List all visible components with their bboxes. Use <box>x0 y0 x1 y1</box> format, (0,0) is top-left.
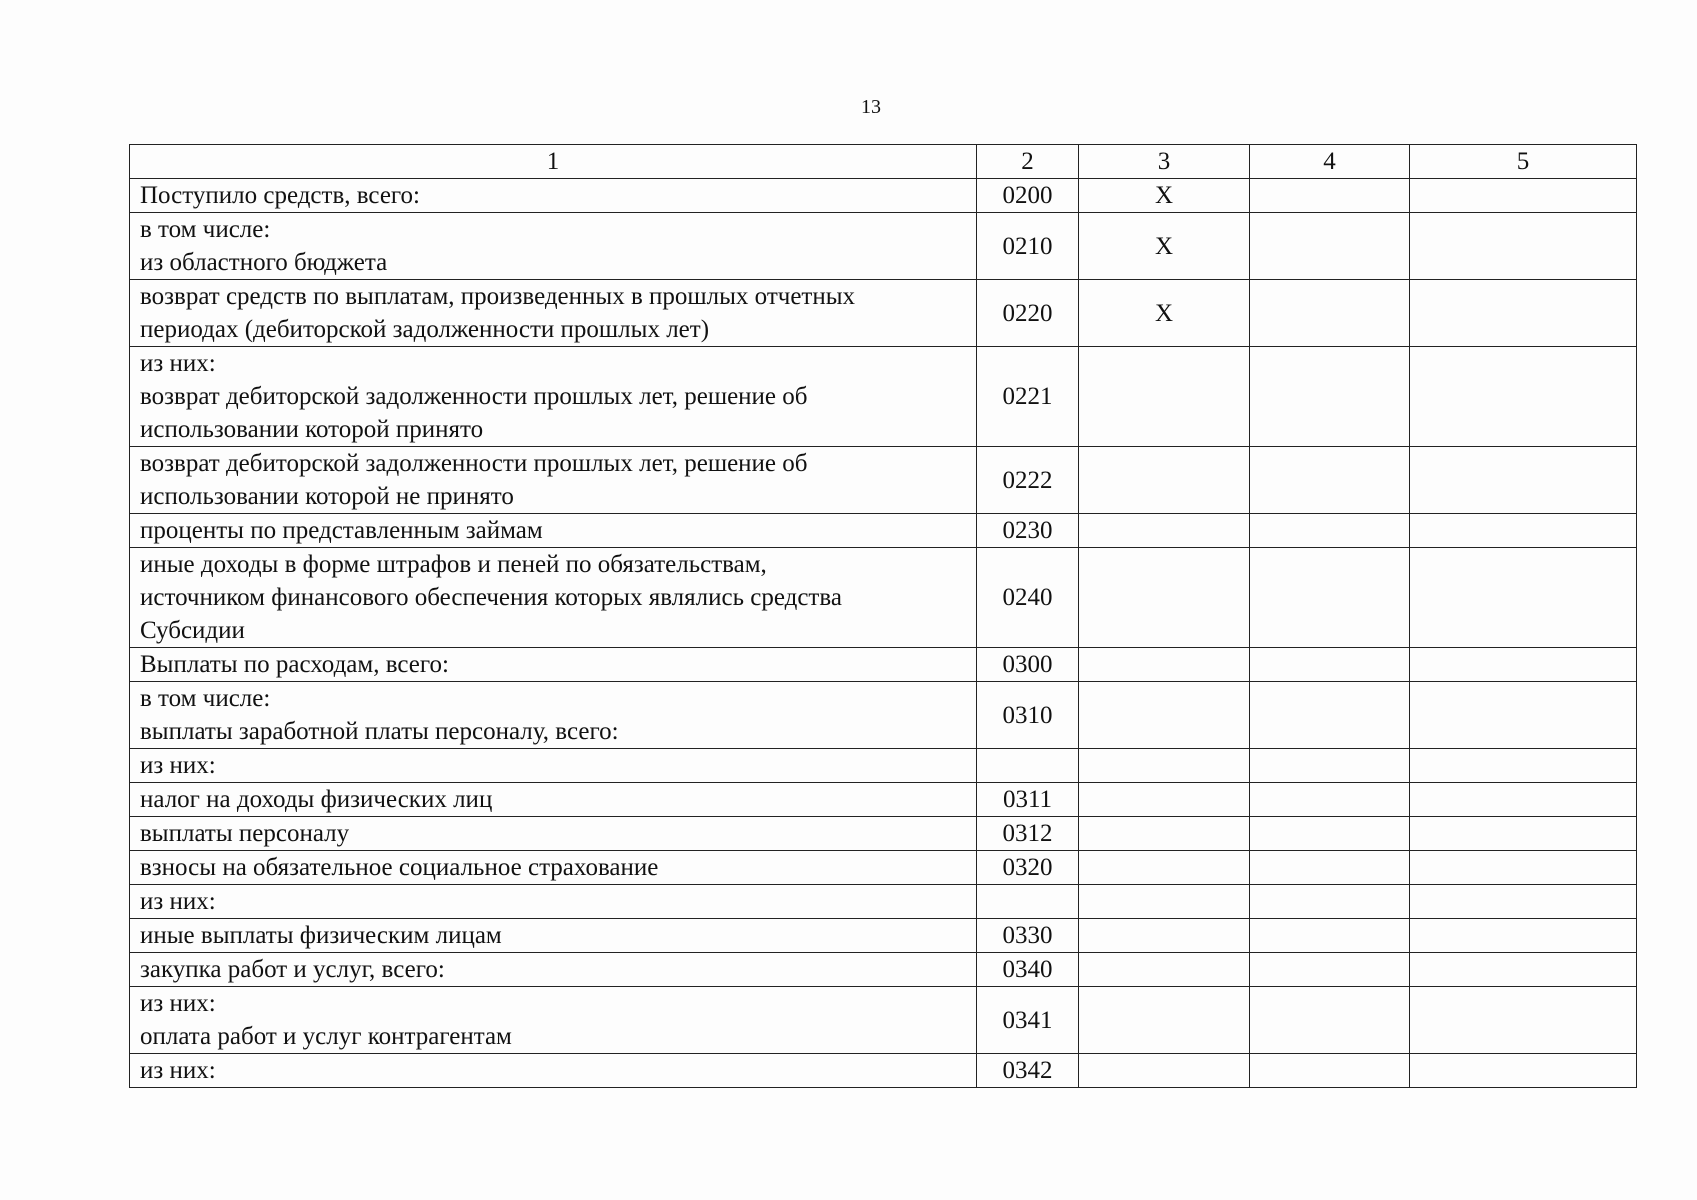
table-row <box>130 447 1637 514</box>
row-cell-col3[interactable]: X <box>1079 213 1250 280</box>
row-cell-col5[interactable] <box>1410 885 1637 919</box>
row-cell-col4[interactable] <box>1250 919 1410 953</box>
row-label-line: источником финансового обеспечения которых являлись средства <box>140 584 842 611</box>
row-label-line: использовании которой не принято <box>140 483 514 510</box>
table-row <box>130 514 1637 548</box>
row-code <box>977 885 1079 919</box>
row-code: 0210 <box>977 213 1079 280</box>
column-header: 2 <box>977 145 1079 179</box>
row-cell-col4[interactable] <box>1250 953 1410 987</box>
row-code: 0341 <box>977 987 1079 1054</box>
row-cell-col5[interactable] <box>1410 213 1637 280</box>
row-label-line: проценты по представленным займам <box>140 517 543 544</box>
report-table <box>129 144 1637 1088</box>
row-label-line: возврат дебиторской задолженности прошлых лет, решение об <box>140 450 808 477</box>
row-cell-col4[interactable] <box>1250 1054 1410 1088</box>
row-cell-col4[interactable] <box>1250 885 1410 919</box>
row-cell-col5[interactable] <box>1410 548 1637 648</box>
row-label <box>130 179 977 213</box>
row-code: 0330 <box>977 919 1079 953</box>
row-cell-col5[interactable] <box>1410 953 1637 987</box>
row-cell-col3[interactable] <box>1079 648 1250 682</box>
row-cell-col5[interactable] <box>1410 783 1637 817</box>
table-row <box>130 682 1637 749</box>
row-label-line: оплата работ и услуг контрагентам <box>140 1023 512 1050</box>
row-label <box>130 648 977 682</box>
table-row <box>130 548 1637 648</box>
row-code <box>977 749 1079 783</box>
row-cell-col4[interactable] <box>1250 817 1410 851</box>
row-cell-col5[interactable] <box>1410 817 1637 851</box>
row-code: 0342 <box>977 1054 1079 1088</box>
row-label-line: из областного бюджета <box>140 249 388 276</box>
row-cell-col4[interactable] <box>1250 682 1410 749</box>
row-cell-col4[interactable] <box>1250 213 1410 280</box>
row-label <box>130 817 977 851</box>
row-label-line: периодах (дебиторской задолженности прошлых лет) <box>140 316 710 343</box>
row-cell-col3[interactable] <box>1079 548 1250 648</box>
row-cell-col3[interactable] <box>1079 447 1250 514</box>
table-row <box>130 987 1637 1054</box>
row-cell-col3[interactable] <box>1079 851 1250 885</box>
row-label <box>130 851 977 885</box>
row-cell-col3[interactable] <box>1079 749 1250 783</box>
table-row <box>130 783 1637 817</box>
table-row <box>130 347 1637 447</box>
row-code: 0320 <box>977 851 1079 885</box>
row-code: 0300 <box>977 648 1079 682</box>
row-cell-col4[interactable] <box>1250 447 1410 514</box>
row-label-line: из них: <box>140 752 216 779</box>
row-label-line: выплаты персоналу <box>140 820 350 847</box>
row-label-line: из них: <box>140 990 216 1017</box>
row-label <box>130 213 977 280</box>
row-cell-col4[interactable] <box>1250 179 1410 213</box>
row-label-line: Выплаты по расходам, всего: <box>140 651 449 678</box>
row-label-line: закупка работ и услуг, всего: <box>140 956 445 983</box>
row-label-line: Поступило средств, всего: <box>140 182 420 209</box>
row-cell-col5[interactable] <box>1410 447 1637 514</box>
row-code: 0312 <box>977 817 1079 851</box>
row-cell-col5[interactable] <box>1410 987 1637 1054</box>
table-row <box>130 919 1637 953</box>
row-cell-col3[interactable]: X <box>1079 280 1250 347</box>
page-number: 13 <box>861 96 881 118</box>
row-label <box>130 783 977 817</box>
row-cell-col4[interactable] <box>1250 648 1410 682</box>
row-cell-col5[interactable] <box>1410 749 1637 783</box>
row-cell-col5[interactable] <box>1410 280 1637 347</box>
row-label <box>130 749 977 783</box>
row-label <box>130 953 977 987</box>
row-label-line: возврат средств по выплатам, произведенных в прошлых отчетных <box>140 283 856 310</box>
column-header: 1 <box>130 145 977 179</box>
row-label-line: из них: <box>140 888 216 915</box>
row-label <box>130 447 977 514</box>
table-row <box>130 280 1637 347</box>
row-label-line: взносы на обязательное социальное страхование <box>140 854 659 881</box>
row-cell-col5[interactable] <box>1410 514 1637 548</box>
row-code: 0221 <box>977 347 1079 447</box>
table-row <box>130 885 1637 919</box>
table-row <box>130 1054 1637 1088</box>
table-row <box>130 817 1637 851</box>
row-cell-col3[interactable] <box>1079 514 1250 548</box>
row-cell-col5[interactable] <box>1410 179 1637 213</box>
row-code: 0240 <box>977 548 1079 648</box>
table-row <box>130 953 1637 987</box>
row-cell-col3[interactable] <box>1079 783 1250 817</box>
row-label <box>130 919 977 953</box>
row-label-line: иные выплаты физическим лицам <box>140 922 502 949</box>
row-cell-col3[interactable] <box>1079 987 1250 1054</box>
row-code: 0310 <box>977 682 1079 749</box>
row-label-line: Субсидии <box>140 617 245 644</box>
row-cell-col3[interactable] <box>1079 1054 1250 1088</box>
row-code: 0220 <box>977 280 1079 347</box>
row-cell-col3[interactable] <box>1079 953 1250 987</box>
table-row <box>130 213 1637 280</box>
row-label <box>130 987 977 1054</box>
row-label <box>130 347 977 447</box>
row-label-line: из них: <box>140 350 216 377</box>
row-code: 0311 <box>977 783 1079 817</box>
row-cell-col3[interactable] <box>1079 682 1250 749</box>
column-header: 5 <box>1410 145 1637 179</box>
row-label-line: налог на доходы физических лиц <box>140 786 493 813</box>
row-code: 0222 <box>977 447 1079 514</box>
table-row <box>130 851 1637 885</box>
row-code: 0230 <box>977 514 1079 548</box>
row-cell-col3[interactable] <box>1079 817 1250 851</box>
row-cell-col4[interactable] <box>1250 514 1410 548</box>
row-cell-col4[interactable] <box>1250 749 1410 783</box>
table-row <box>130 749 1637 783</box>
row-code: 0200 <box>977 179 1079 213</box>
row-cell-col5[interactable] <box>1410 648 1637 682</box>
row-cell-col4[interactable] <box>1250 280 1410 347</box>
row-cell-col4[interactable] <box>1250 851 1410 885</box>
row-label-line: в том числе: <box>140 685 271 712</box>
row-cell-col5[interactable] <box>1410 1054 1637 1088</box>
row-label-line: иные доходы в форме штрафов и пеней по обязательствам, <box>140 551 767 578</box>
row-label-line: выплаты заработной платы персоналу, всего: <box>140 718 619 745</box>
row-cell-col5[interactable] <box>1410 919 1637 953</box>
row-cell-col5[interactable] <box>1410 347 1637 447</box>
row-code: 0340 <box>977 953 1079 987</box>
row-cell-col5[interactable] <box>1410 851 1637 885</box>
row-label-line: использовании которой принято <box>140 416 484 443</box>
row-cell-col4[interactable] <box>1250 347 1410 447</box>
row-cell-col3[interactable]: X <box>1079 179 1250 213</box>
row-label <box>130 514 977 548</box>
row-cell-col5[interactable] <box>1410 682 1637 749</box>
table-header-row <box>130 145 1637 179</box>
row-label <box>130 280 977 347</box>
row-cell-col4[interactable] <box>1250 987 1410 1054</box>
table-row <box>130 179 1637 213</box>
row-label-line: из них: <box>140 1057 216 1084</box>
row-label-line: в том числе: <box>140 216 271 243</box>
row-label <box>130 1054 977 1088</box>
row-label <box>130 885 977 919</box>
row-label-line: возврат дебиторской задолженности прошлых лет, решение об <box>140 383 808 410</box>
row-cell-col4[interactable] <box>1250 783 1410 817</box>
row-cell-col3[interactable] <box>1079 347 1250 447</box>
row-cell-col3[interactable] <box>1079 919 1250 953</box>
column-header: 3 <box>1079 145 1250 179</box>
table-row <box>130 648 1637 682</box>
row-label <box>130 548 977 648</box>
row-label <box>130 682 977 749</box>
row-cell-col4[interactable] <box>1250 548 1410 648</box>
column-header: 4 <box>1250 145 1410 179</box>
row-cell-col3[interactable] <box>1079 885 1250 919</box>
